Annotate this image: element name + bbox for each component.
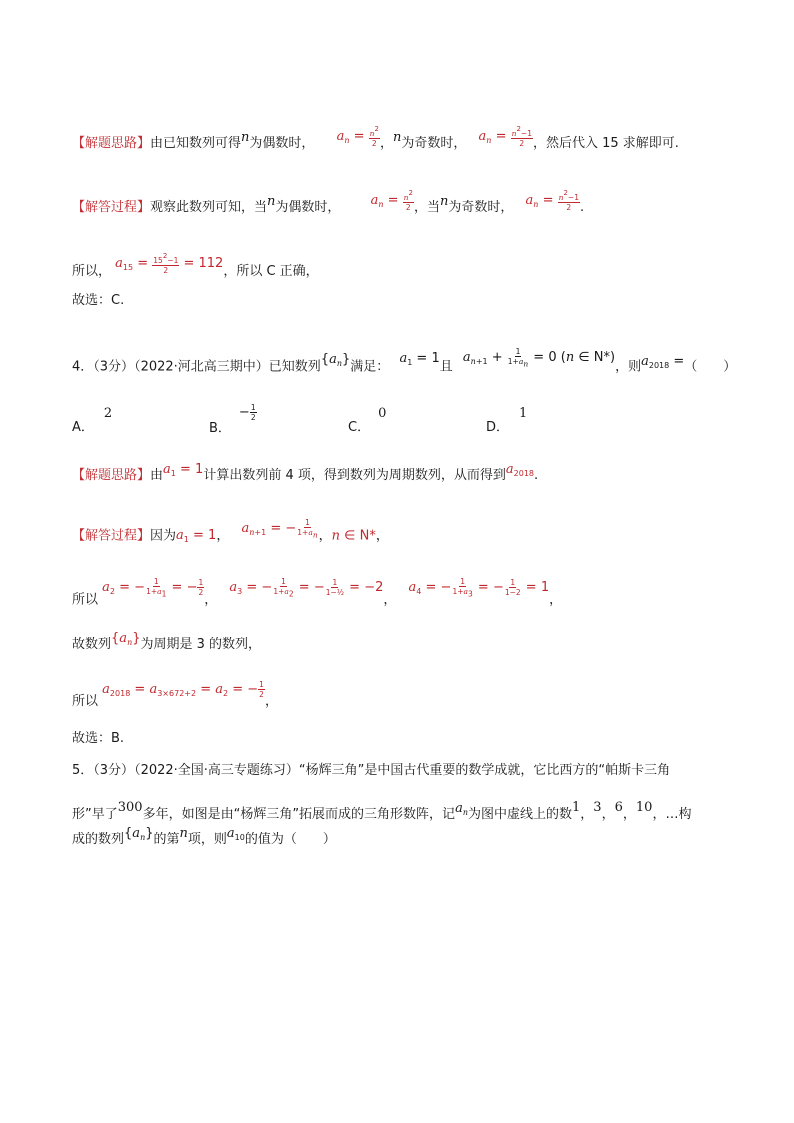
q3-odd-formula: $a_n$ = $\frac{n^2-1}{2}$ (478, 125, 532, 148)
q4-stem: 4．（3分）（2022·河北高三期中）已知数列$\{a_n\}$满足： $a_1 = 1$且 $a_{n+1}$ + $\frac{1}{1+a_n}$ = 0 (n ∈ N*)，则$a_{2018}$ =（ ） (72, 347, 737, 375)
q4-hint-line: 【解题思路】由$a_1 = 1$计算出数列前 4 项，得到数列为周期数列，从而得到$a_{2018}$. (72, 462, 539, 483)
option-d[interactable]: D．1 (486, 406, 528, 435)
q4-periodic-line: 故数列$\{a_n\}$为周期是 3 的数列， (72, 631, 262, 652)
q3-result-line: 所以， $a_{15}$ = $\frac{15^2-1}{2}$ = 112，所以 C 正确， (72, 252, 319, 279)
q5-stem-line3: 成的数列$\{a_n\}$的第n项，则$a_{10}$的值为（ ） (72, 826, 336, 847)
q4-terms-line: 所以 $a_2$ = − $\frac{1}{1+a_1}$ = − $\frac{1}{2}$ ， $a_3$ = − $\frac{1}{1+a_2}$ = − $\frac{1}{\text{1−½}}$ = −2， $a_4$ = − $\frac{1}{1+a_3}$ = − $\frac{1}{1-2}$ = 1， (72, 577, 563, 608)
q5-stem-line1: 5．（3分）（2022·全国·高三专题练习）“杨辉三角”是中国古代重要的数学成就，它比西方的“帕斯卡三角 (72, 763, 671, 778)
q3-answer: 故选：C. (72, 293, 125, 308)
q4-process-label: 【解答过程】 (72, 528, 151, 544)
q3-proc-odd-formula: $a_n$ = $\frac{n^2-1}{2}$ (525, 189, 579, 212)
q3-even-formula: $a_n$ = $\frac{n^2}{2}$ (336, 125, 379, 148)
q4-a2018: $a_{2018}$ = (641, 354, 685, 371)
q4-hint-label: 【解题思路】 (72, 468, 151, 483)
q4-recurrence: $a_{n+1}$ + $\frac{1}{1+a_n}$ = 0 (n ∈ N*) (462, 347, 616, 368)
q4-process-line: 【解答过程】因为$a_1 = 1$， $a_{n+1}$ = − $\frac{1}{1+a_n}$ ，n ∈ N*， (72, 518, 389, 545)
q3-process-line: 【解答过程】观察此数列可知，当n为偶数时， $a_n$ = $\frac{n^2}{2}$ ，当n为奇数时， $a_n$ = $\frac{n^2-1}{2}$ . (72, 189, 585, 215)
q4-options (72, 403, 722, 442)
q3-hint-line: 【解题思路】由已知数列可得n为偶数时， $a_n$ = $\frac{n^2}{2}$ ，n为奇数时， $a_n$ = $\frac{n^2-1}{2}$ ，然后代入 15 求解即可. (72, 125, 679, 151)
q3-hint-label: 【解题思路】 (72, 136, 151, 151)
option-a[interactable]: A．2 (72, 406, 113, 435)
q4-seq-an: $\{a_n\}$ (320, 352, 351, 369)
q3-process-label: 【解答过程】 (72, 200, 151, 215)
q4-final-line: 所以 $a_{2018} = a_{3\times 672+2} = a_2$ = − $\frac{1}{2}$ ， (72, 680, 278, 709)
q4-a1-eq: $a_1 = 1$ (399, 351, 440, 368)
q3-a15-formula: $a_{15}$ = $\frac{15^2-1}{2}$ = 112 (115, 252, 224, 275)
q3-proc-even-formula: $a_n$ = $\frac{n^2}{2}$ (370, 189, 413, 212)
q5-stem-line2: 形”早了300多年，如图是由“杨辉三角”拓展而成的三角形数阵，记$a_n$为图中虚线上的数1，3，6，10，…构 (72, 800, 692, 822)
q4-answer: 故选：B. (72, 731, 125, 746)
option-b[interactable]: B．− $\frac{1}{2}$ (209, 403, 256, 436)
option-c[interactable]: C．0 (348, 406, 387, 435)
